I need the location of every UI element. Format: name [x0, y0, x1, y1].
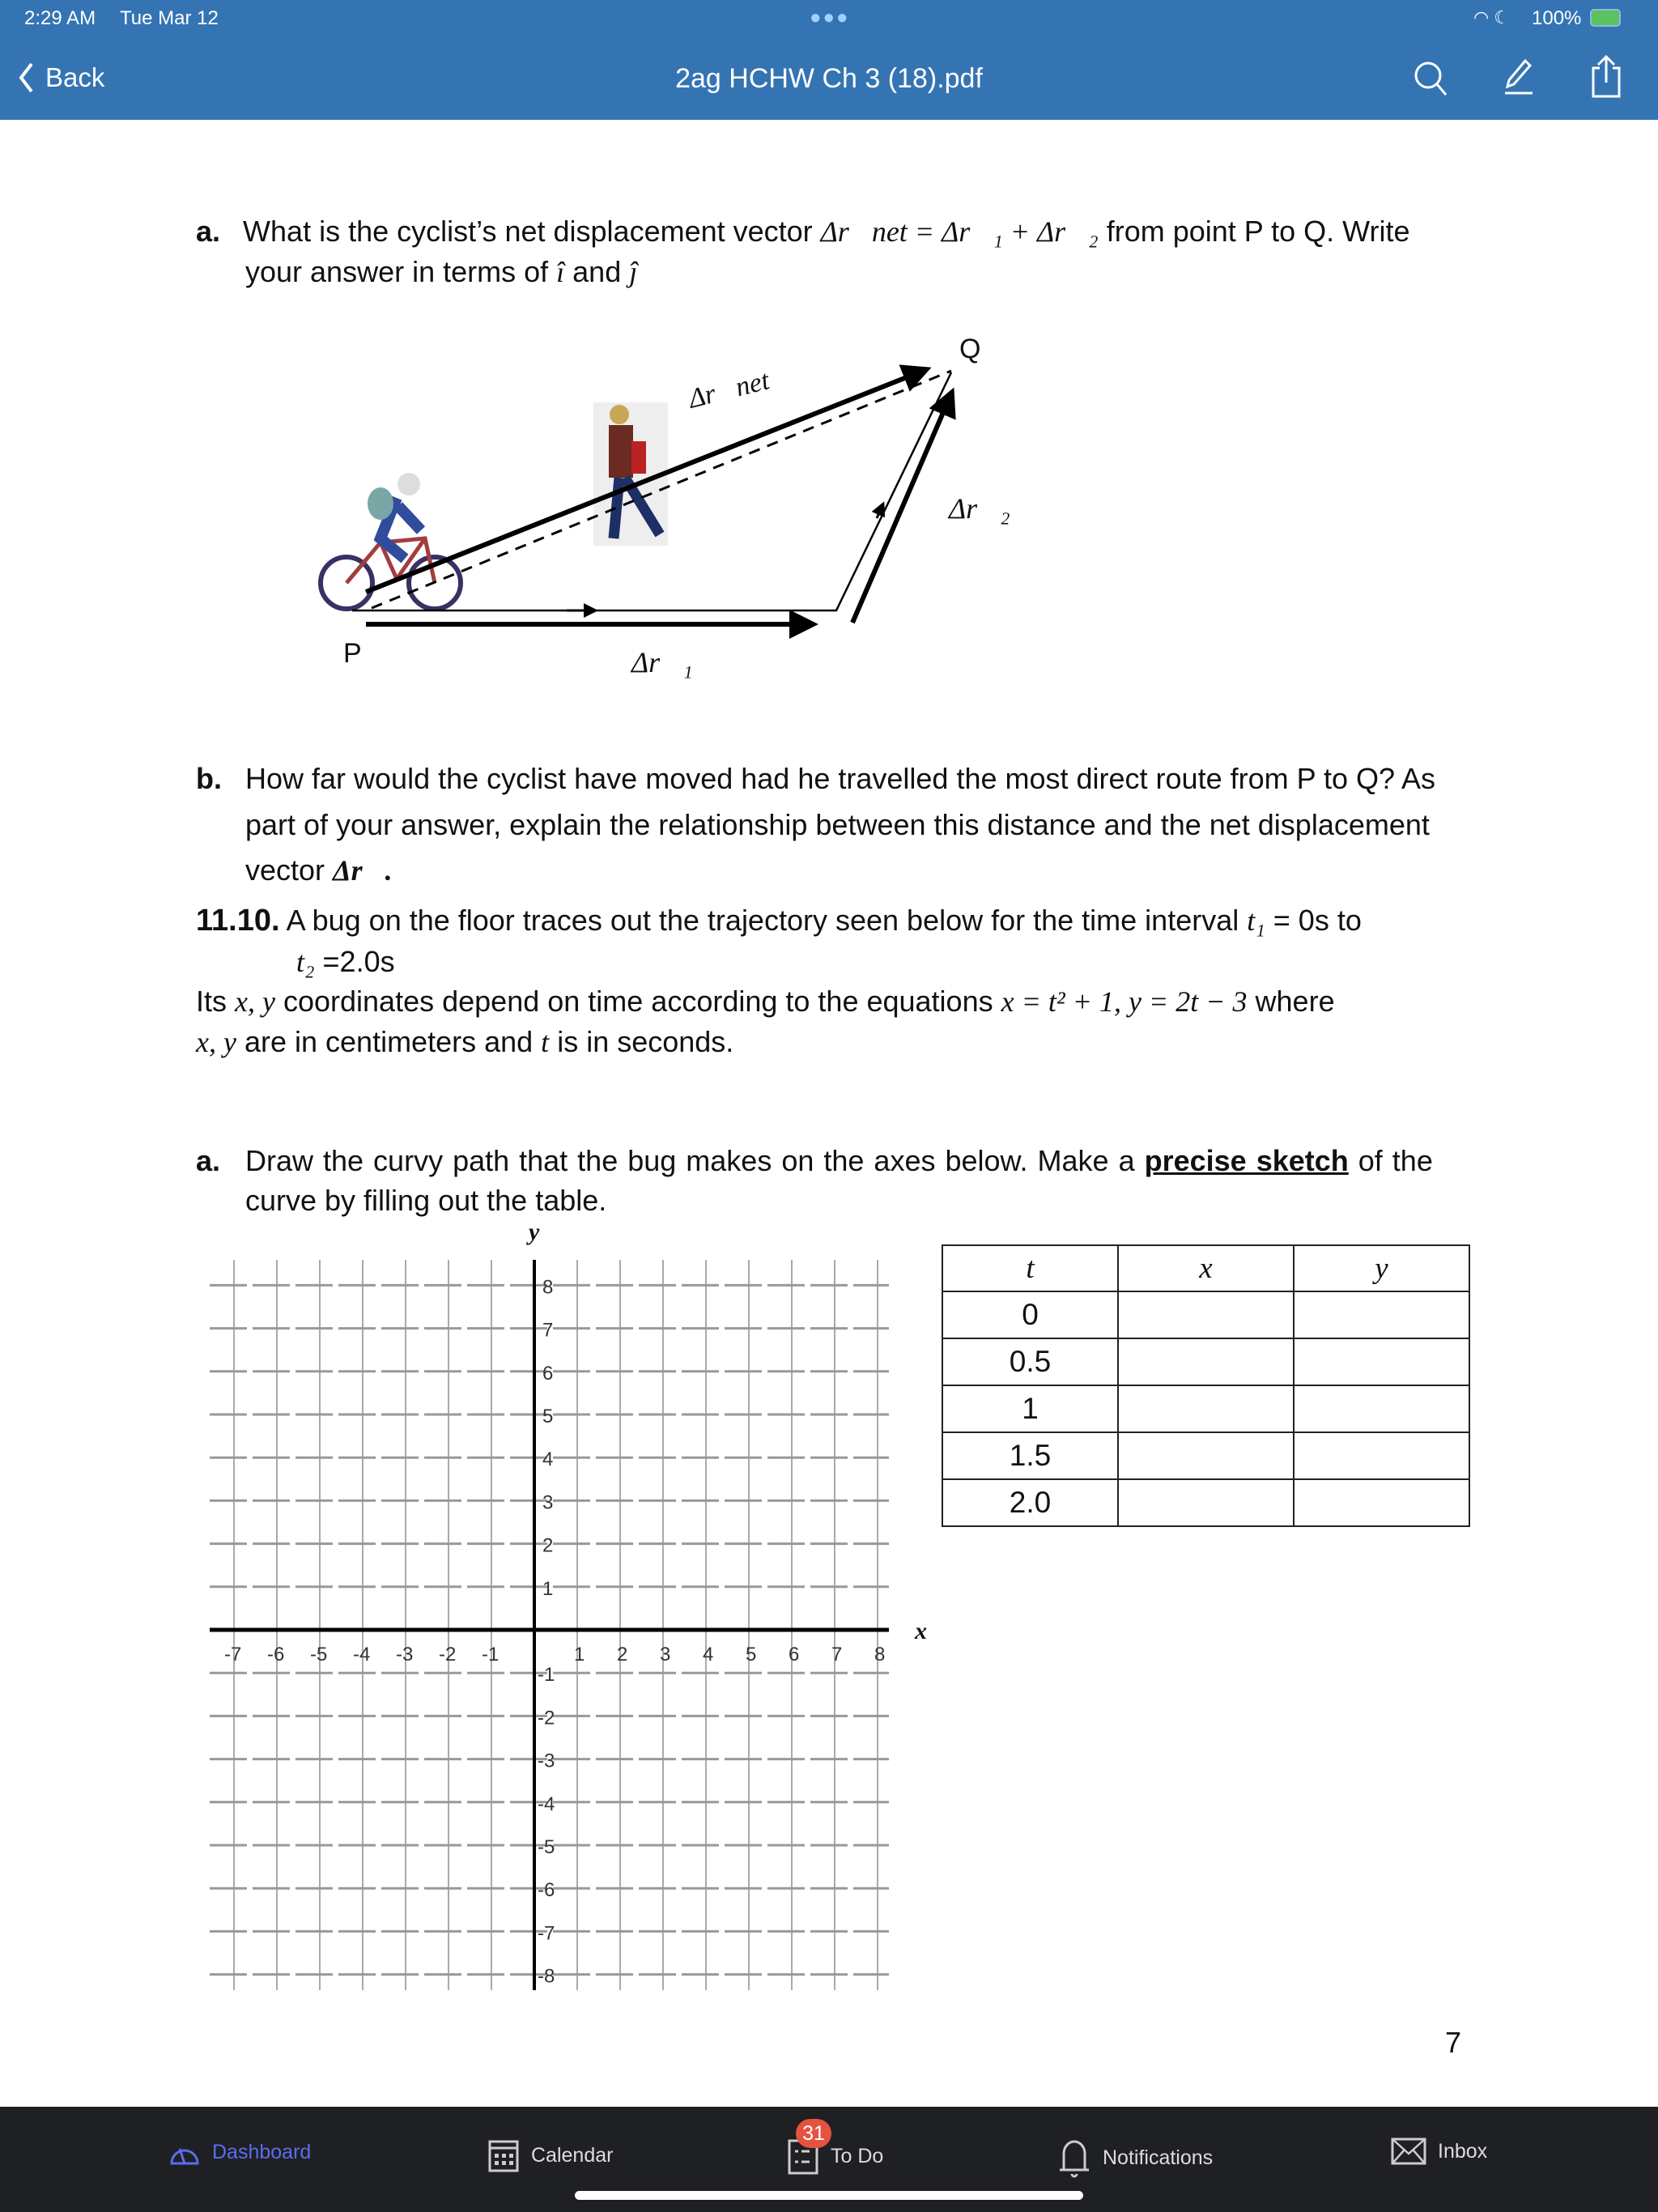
equation: Δr⃗net = Δr⃗₁ + Δr⃗₂: [820, 215, 1099, 248]
tab-notifications[interactable]: [1057, 2138, 1213, 2178]
q-text: What is the cyclist’s net displacement vector: [243, 215, 821, 248]
t-cell: 1: [942, 1385, 1118, 1432]
header-t: t: [942, 1245, 1118, 1291]
x-tick-label: 7: [831, 1644, 843, 1665]
y-tick-label: 2: [542, 1534, 554, 1557]
y-tick-label: 8: [542, 1276, 554, 1299]
q-label: b.: [196, 762, 222, 795]
table-row: [942, 1432, 1469, 1479]
q-text: is in seconds.: [549, 1025, 734, 1058]
q-text: coordinates depend on time according to the equations: [274, 985, 1001, 1018]
q-text: part of your answer, explain the relationship between this distance and the net displacement: [245, 808, 1430, 841]
y-axis-label: y: [529, 1219, 540, 1245]
status-time: 2:29 AM: [24, 7, 96, 29]
header-x: x: [1118, 1245, 1294, 1291]
y-tick-label: -4: [538, 1793, 555, 1815]
equation: x = t² + 1, y = 2t − 3: [1001, 985, 1248, 1018]
envelope-icon: [1391, 2138, 1426, 2165]
y-tick-label: 4: [542, 1448, 554, 1471]
rnet-label: Δr⃗net: [685, 365, 773, 415]
q-text: Its: [196, 985, 236, 1018]
q-text: and: [564, 255, 630, 288]
q-text: A bug on the floor traces out the trajectory seen below for the time interval: [286, 904, 1248, 937]
back-label: Back: [45, 62, 105, 92]
q-text: where: [1247, 985, 1335, 1018]
q-text: of the: [1348, 1144, 1433, 1177]
q-text: are in centimeters and: [236, 1025, 542, 1058]
y-tick-label: 3: [542, 1491, 554, 1514]
tab-dashboard[interactable]: [168, 2138, 311, 2167]
tab-label: Notifications: [1103, 2146, 1214, 2169]
y-cell[interactable]: [1294, 1338, 1469, 1385]
x-cell[interactable]: [1118, 1479, 1294, 1526]
wifi-icon: ◠ ☾: [1473, 7, 1511, 28]
x-tick-label: -2: [439, 1644, 457, 1665]
i-hat: î: [556, 256, 565, 288]
q-label: a.: [196, 215, 221, 248]
document-title: 2ag HCHW Ch 3 (18).pdf: [675, 63, 983, 94]
point-p-label: P: [343, 638, 362, 669]
x-tick-label: 2: [617, 1644, 628, 1665]
y-tick-label: -7: [538, 1922, 555, 1945]
x-tick-label: 4: [703, 1644, 714, 1665]
emphasis-text: precise sketch: [1144, 1144, 1349, 1177]
q-text: Draw the curvy path that the bug makes on the axes below. Make a: [245, 1144, 1145, 1177]
y-tick-label: -2: [538, 1707, 555, 1729]
multitask-dots-icon[interactable]: ●●●: [810, 6, 850, 28]
y-tick-label: -3: [538, 1750, 555, 1772]
x-tick-label: 6: [789, 1644, 800, 1665]
y-tick-label: 7: [542, 1319, 554, 1342]
q-text: =2.0s: [314, 945, 395, 978]
q-label: a.: [196, 1144, 221, 1177]
x-tick-label: -6: [267, 1644, 285, 1665]
table-row: [942, 1291, 1469, 1338]
q-text: from point P to Q. Write: [1098, 215, 1410, 248]
x-cell[interactable]: [1118, 1338, 1294, 1385]
x-tick-label: 1: [574, 1644, 585, 1665]
page-number: 7: [1445, 2026, 1462, 2059]
table-row: [942, 1338, 1469, 1385]
r2-label: Δr⃗₂: [949, 492, 1010, 525]
x-tick-label: -3: [396, 1644, 414, 1665]
math: x, y: [235, 985, 275, 1018]
y-cell[interactable]: [1294, 1385, 1469, 1432]
y-tick-label: 1: [542, 1577, 554, 1600]
q-text: How far would the cyclist have moved had he travelled the most direct route from P to Q? As: [245, 762, 1436, 795]
math: x, y: [196, 1026, 236, 1058]
tab-calendar[interactable]: [487, 2138, 613, 2173]
t-cell: 1.5: [942, 1432, 1118, 1479]
t-cell: 0.5: [942, 1338, 1118, 1385]
battery-percent: 100%: [1532, 7, 1582, 29]
tab-label: To Do: [831, 2144, 884, 2167]
x-cell[interactable]: [1118, 1432, 1294, 1479]
y-cell[interactable]: [1294, 1479, 1469, 1526]
q-text: = 0s to: [1265, 904, 1362, 937]
j-hat: ĵ: [629, 256, 638, 288]
q-text: your answer in terms of: [245, 255, 557, 288]
tab-label: Inbox: [1438, 2139, 1488, 2163]
q-label: 11.10.: [196, 904, 280, 938]
x-tick-label: 5: [746, 1644, 757, 1665]
dashboard-gauge-icon: [168, 2138, 201, 2167]
bell-icon: [1057, 2138, 1091, 2178]
q-text: vector: [245, 853, 334, 887]
tab-inbox[interactable]: [1391, 2138, 1487, 2165]
x-tick-label: -7: [224, 1644, 242, 1665]
calendar-icon: [487, 2138, 520, 2173]
q-text: curve by filling out the table.: [245, 1184, 607, 1217]
home-indicator[interactable]: [575, 2191, 1083, 2200]
t-cell: 2.0: [942, 1479, 1118, 1526]
y-tick-label: -5: [538, 1836, 555, 1858]
x-tick-label: 3: [660, 1644, 671, 1665]
y-tick-label: -8: [538, 1965, 555, 1988]
table-row: [942, 1479, 1469, 1526]
y-cell[interactable]: [1294, 1291, 1469, 1338]
y-tick-label: 5: [542, 1406, 554, 1427]
tab-label: Calendar: [531, 2143, 614, 2167]
x-tick-label: -5: [310, 1644, 328, 1665]
status-date: Tue Mar 12: [120, 7, 219, 29]
todo-badge: 31: [796, 2119, 831, 2148]
data-table: [942, 1244, 1470, 1527]
x-tick-label: 8: [874, 1644, 886, 1665]
math: t₁: [1247, 904, 1265, 937]
x-cell[interactable]: [1118, 1291, 1294, 1338]
y-tick-label: 6: [542, 1362, 554, 1385]
math: t₂: [296, 946, 315, 978]
point-q-label: Q: [959, 334, 981, 364]
x-axis-label: x: [915, 1618, 927, 1644]
x-cell[interactable]: [1118, 1385, 1294, 1432]
r1-label: Δr⃗₁: [631, 646, 693, 678]
t-cell: 0: [942, 1291, 1118, 1338]
y-tick-label: -6: [538, 1879, 555, 1902]
math: t: [541, 1026, 550, 1058]
table-row: [942, 1385, 1469, 1432]
x-tick-label: -4: [353, 1644, 371, 1665]
tab-label: Dashboard: [212, 2140, 312, 2163]
x-tick-label: -1: [482, 1644, 500, 1665]
y-cell[interactable]: [1294, 1432, 1469, 1479]
y-tick-label: -1: [538, 1664, 555, 1687]
vector-symbol: Δr⃗.: [333, 854, 393, 887]
bottom-tab-bar: [0, 2107, 1658, 2212]
header-y: y: [1294, 1245, 1469, 1291]
